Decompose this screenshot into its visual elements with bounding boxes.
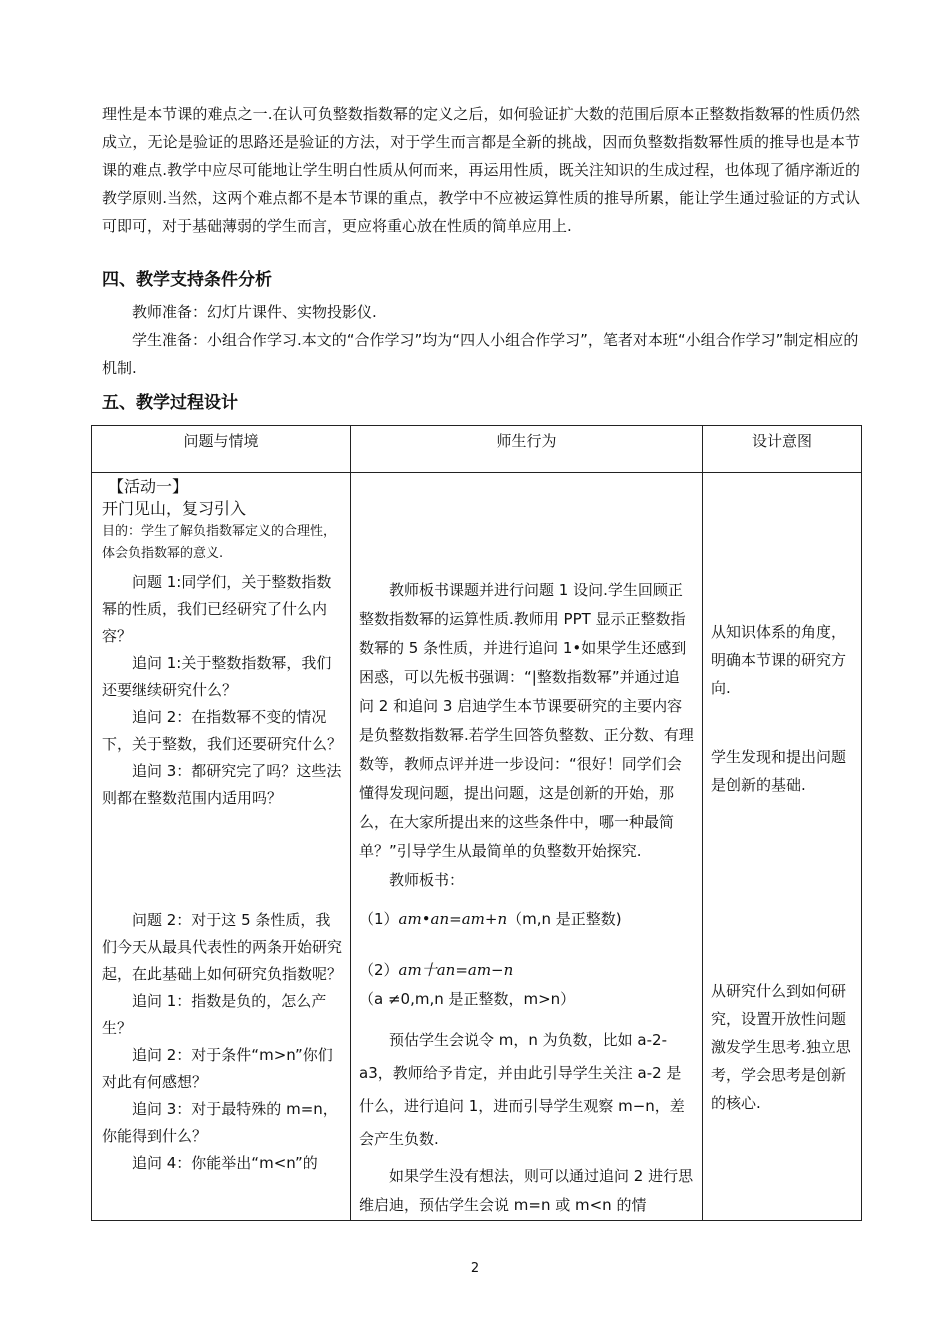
page-number: 2	[470, 1261, 480, 1276]
behavior-paragraph-2: 预估学生会说令 m，n 为负数，比如 a-2-a3，教师给予肯定，并由此引导学生关注 a-2 是什么，进行追问 1，进而引导学生观察 m−n，差会产生负数.	[359, 1031, 685, 1148]
behavior-paragraph-3: 如果学生没有想法，则可以通过追问 2 进行思维启迪，预估学生会说 m=n 或 m<n 的情	[359, 1167, 694, 1214]
teacher-prep: 教师准备：幻灯片课件、实物投影仪.	[132, 303, 377, 321]
section4-heading: 四、教学支持条件分析	[102, 270, 272, 290]
question-2: 问题 2：对于这 5 条性质，我们今天从最具代表性的两条开始研究起，在此基础上如何研究负指数呢？	[102, 911, 343, 983]
activity-subtitle: 开门见山，复习引入	[102, 499, 247, 518]
intro-paragraph: 理性是本节课的难点之一.在认可负整数指数幂的定义之后，如何验证扩大数的范围后原本正整数指数幂的性质仍然成立，无论是验证的思路还是验证的方法，对于学生而言都是全新的挑战，因而负整数指数幂性质的推导也是本节课的难点.教学中应尽可能地让学生明白性质从何而来，再运用性质，既关注知识的生成过程，也体现了循序渐近的教学原则.当然，这两个难点都不是本节课的重点，教学中不应被运算性质的推导所累，能让学生通过验证的方式认可即可，对于基础薄弱的学生而言，更应将重心放在性质的简单应用上.	[102, 105, 860, 235]
header-situation: 问题与情境	[92, 426, 351, 473]
question-2-followup-4: 追问 4：你能举出“m<n”的	[132, 1154, 318, 1172]
board-label: 教师板书：	[389, 871, 465, 889]
formula-2-condition: （a ≠0,m,n 是正整数，m>n）	[359, 990, 576, 1008]
question-1: 问题 1:同学们，关于整数指数幂的性质，我们已经研究了什么内容？	[102, 573, 332, 645]
intent-3: 从研究什么到如何研究，设置开放性问题激发学生思考.独立思考，学会思考是创新的核心.	[711, 982, 851, 1112]
situation-cell	[92, 473, 351, 1221]
formula-1-number: （1）	[359, 910, 399, 928]
header-behavior: 师生行为	[351, 426, 703, 473]
question-2-followup-3: 追问 3：对于最特殊的 m=n，你能得到什么？	[102, 1100, 338, 1145]
table-body-row	[92, 473, 862, 1221]
formula-2	[359, 956, 694, 985]
question-1-followup-1: 追问 1:关于整数指数幂，我们还要继续研究什么？	[102, 654, 332, 699]
activity-purpose: 目的：学生了解负指数幂定义的合理性，体会负指数幂的意义.	[102, 524, 337, 561]
formula-1	[359, 905, 694, 934]
formula-2-number: （2）	[359, 961, 399, 979]
section5-heading: 五、教学过程设计	[102, 393, 238, 413]
question-1-followup-2: 追问 2：在指数幂不变的情况下，关于整数，我们还要研究什么？	[102, 708, 343, 753]
formula-1-condition: （m,n 是正整数)	[507, 910, 622, 928]
question-2-followup-1: 追问 1：指数是负的，怎么产生？	[102, 992, 327, 1037]
question-1-followup-3: 追问 3：都研究完了吗？这些法则都在整数范围内适用吗？	[102, 762, 342, 807]
intent-cell	[703, 473, 862, 1221]
lesson-table	[91, 425, 862, 1221]
behavior-paragraph-1: 教师板书课题并进行问题 1 设问.学生回顾正整数指数幂的运算性质.教师用 PPT 显示正整数指数幂的 5 条性质，并进行追问 1•如果学生还感到困惑，可以先板书强调：“|整数指数幂”并通过追问 2 和追问 3 启迪学生本节课要研究的主要内容是负整数指数幂.若学生回答负整数、正分数、有理数等，教师点评并进一步设问：“很好！同学们会懂得发现问题，提出问题，这是创新的开始，那么，在大家所提出来的这些条件中，哪一种最简单？”引导学生从最简单的负整数开始探究.	[359, 581, 694, 860]
header-intent: 设计意图	[703, 426, 862, 473]
intent-1: 从知识体系的角度，明确本节课的研究方向.	[711, 623, 847, 697]
question-2-followup-2: 追问 2：对于条件“m>n”你们对此有何感想？	[102, 1046, 333, 1091]
student-prep: 学生准备：小组合作学习.本文的“合作学习”均为“四人小组合作学习”，笔者对本班“小组合作学习”制定相应的机制.	[102, 331, 859, 377]
activity-label: 【活动一】	[108, 477, 189, 496]
behavior-cell	[351, 473, 703, 1221]
formula-1-expression: am•an=am+n	[398, 910, 508, 928]
table-header-row	[92, 426, 862, 473]
intent-2: 学生发现和提出问题是创新的基础.	[711, 748, 847, 794]
formula-2-expression: am十an=am−n	[398, 961, 514, 979]
